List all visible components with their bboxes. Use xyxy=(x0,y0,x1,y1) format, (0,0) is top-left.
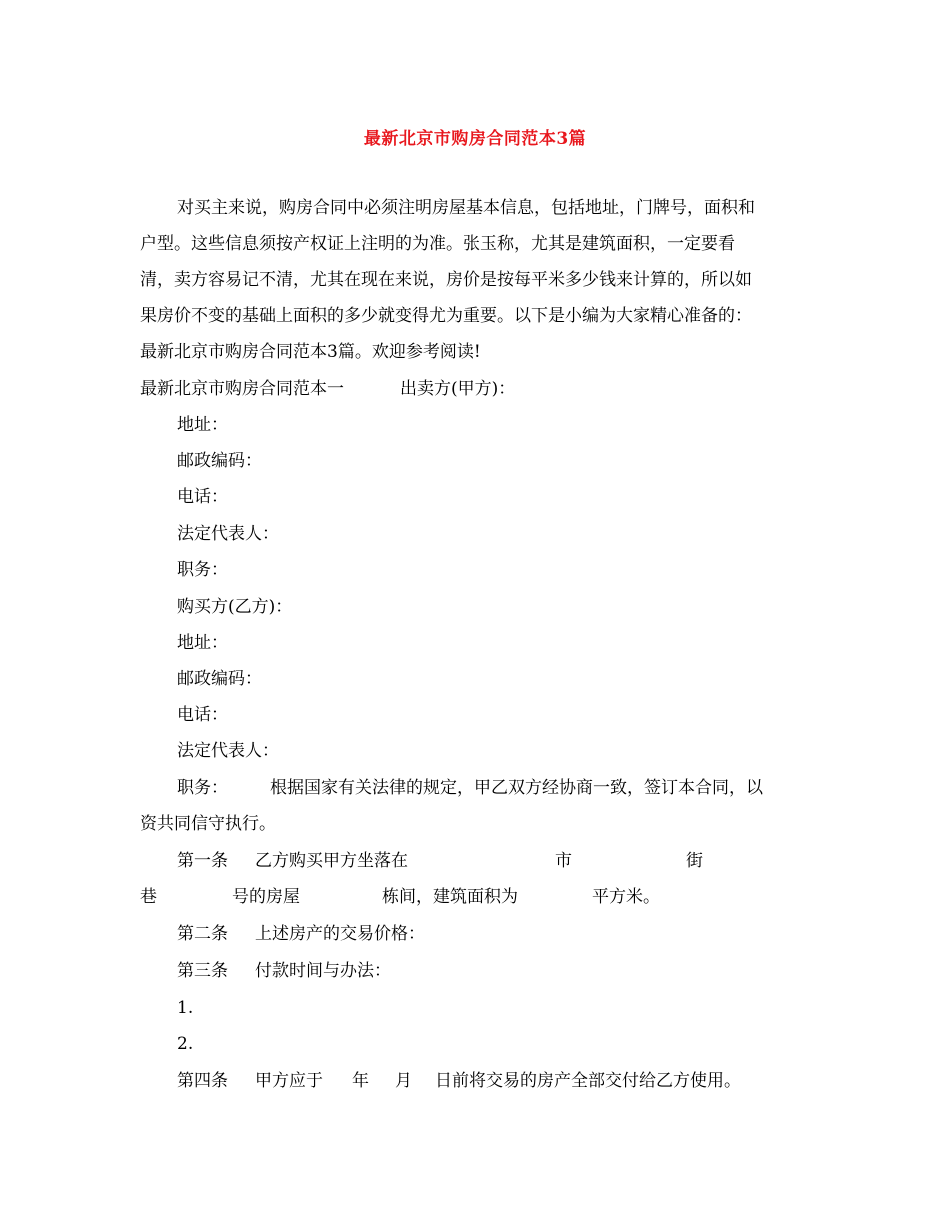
preamble-line: 资共同信守执行。 xyxy=(140,814,276,834)
article4-month: 月 xyxy=(395,1071,412,1091)
article4-day-text: 日前将交易的房产全部交付给乙方使用。 xyxy=(435,1071,741,1091)
article1-label: 第一条 xyxy=(177,851,228,871)
article1-area: 栋间，建筑面积为 xyxy=(382,887,518,907)
section-heading: 最新北京市购房合同范本一 xyxy=(140,379,344,399)
seller-field: 职务： xyxy=(177,560,228,580)
intro-line: 最新北京市购房合同范本3篇。欢迎参考阅读! xyxy=(140,342,481,362)
buyer-field: 电话： xyxy=(177,705,228,725)
intro-line: 户型。这些信息须按产权证上注明的为准。张玉称，尤其是建筑面积，一定要看 xyxy=(140,234,735,254)
article2-label: 第二条 xyxy=(177,924,228,944)
buyer-label: 购买方(乙方)： xyxy=(177,597,293,617)
article2-text: 上述房产的交易价格： xyxy=(255,924,425,944)
seller-label: 出卖方(甲方)： xyxy=(400,379,516,399)
article1-unit: 平方米。 xyxy=(592,887,660,907)
list-item: 1. xyxy=(177,998,194,1018)
intro-line: 清，卖方容易记不清，尤其在现在来说，房价是按每平米多少钱来计算的，所以如 xyxy=(140,270,752,290)
intro-line: 果房价不变的基础上面积的多少就变得尤为重要。以下是小编为大家精心准备的： xyxy=(140,306,752,326)
seller-field: 邮政编码： xyxy=(177,451,262,471)
seller-field: 法定代表人： xyxy=(177,524,279,544)
seller-field: 电话： xyxy=(177,487,228,507)
buyer-field: 职务： xyxy=(177,778,228,798)
article1-house: 号的房屋 xyxy=(232,887,300,907)
article4-text: 甲方应于 xyxy=(255,1071,323,1091)
buyer-field: 地址： xyxy=(177,633,228,653)
buyer-field: 邮政编码： xyxy=(177,669,262,689)
article1-lane: 巷 xyxy=(140,887,157,907)
article4-label: 第四条 xyxy=(177,1071,228,1091)
article4-year: 年 xyxy=(352,1071,369,1091)
preamble-line: 根据国家有关法律的规定，甲乙双方经协商一致，签订本合同，以 xyxy=(270,778,763,798)
list-item: 2. xyxy=(177,1034,194,1054)
intro-line: 对买主来说，购房合同中必须注明房屋基本信息，包括地址，门牌号，面积和 xyxy=(177,198,755,218)
seller-field: 地址： xyxy=(177,415,228,435)
buyer-field: 法定代表人： xyxy=(177,741,279,761)
article1-city: 市 xyxy=(555,851,572,871)
article3-text: 付款时间与办法： xyxy=(255,961,391,981)
document-title: 最新北京市购房合同范本3篇 xyxy=(363,129,587,149)
article3-label: 第三条 xyxy=(177,961,228,981)
article1-text: 乙方购买甲方坐落在 xyxy=(255,851,408,871)
article1-street: 街 xyxy=(686,851,703,871)
